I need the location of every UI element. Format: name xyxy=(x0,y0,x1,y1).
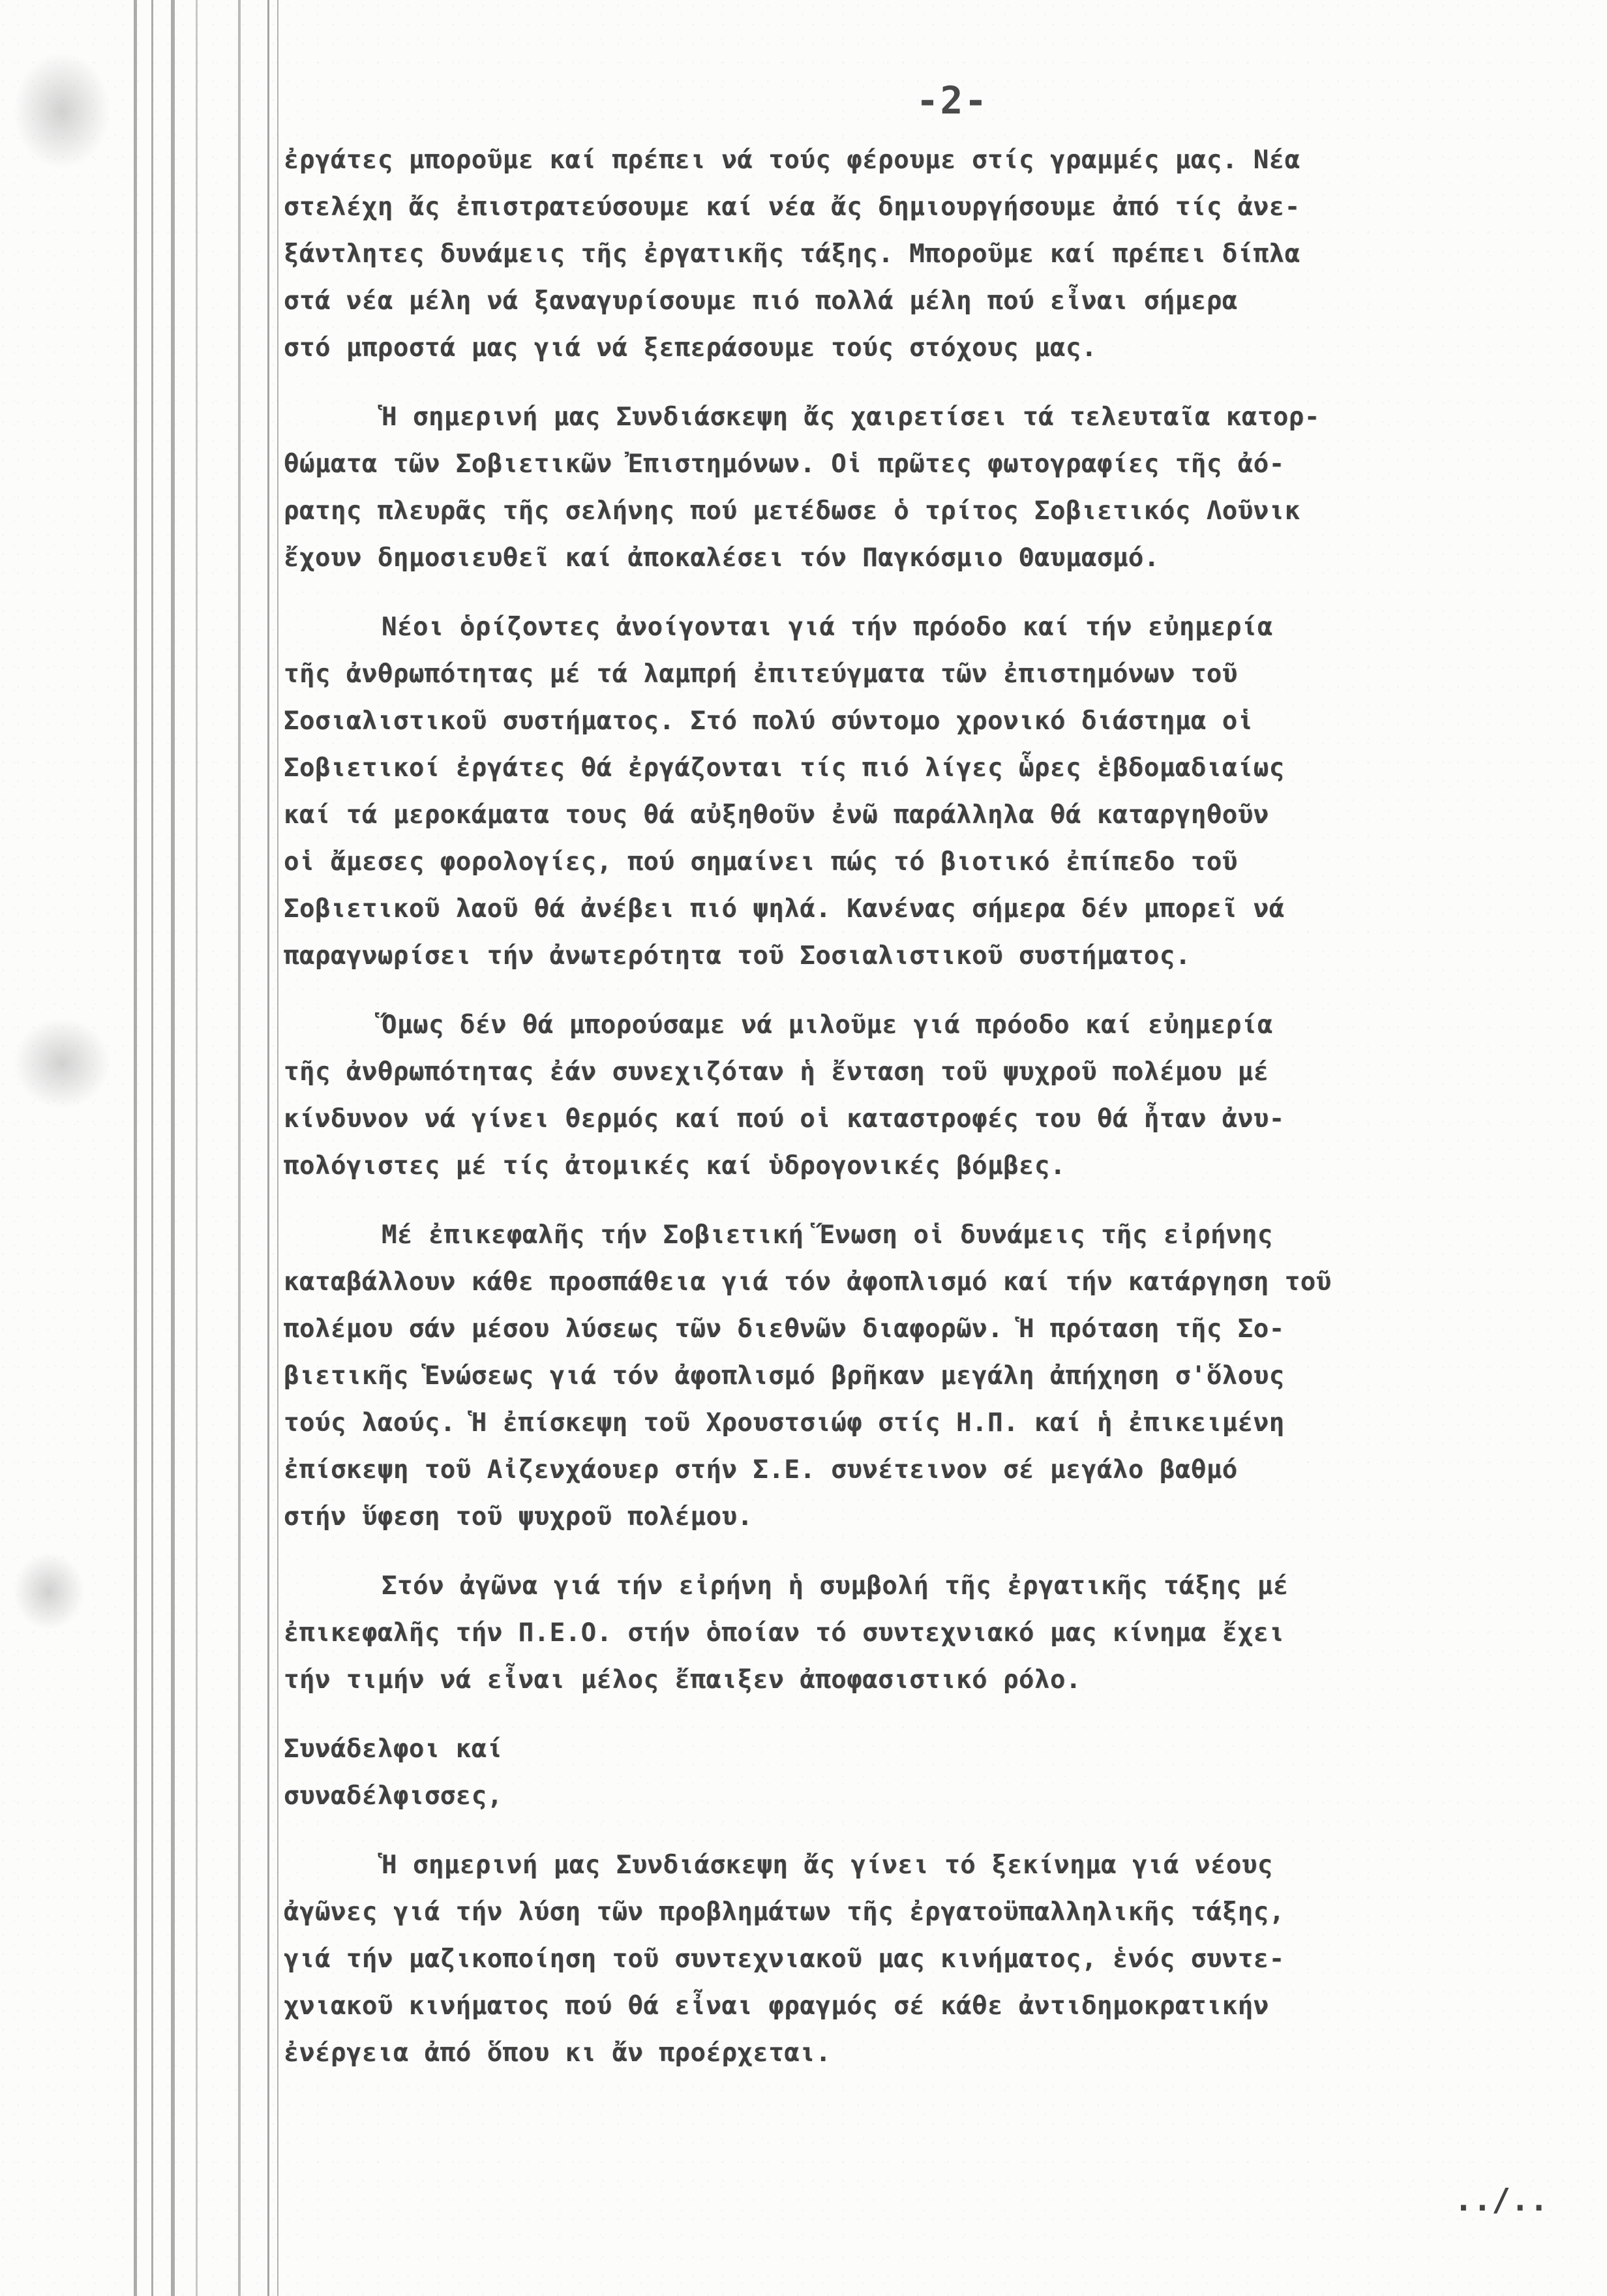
text-line: στό μπροστά μας γιά νά ξεπεράσουμε τούς στόχους μας. xyxy=(284,333,1097,363)
paragraph-5 xyxy=(284,1212,1588,1541)
text-line: Ἡ σημερινή μας Συνδιάσκεψη ἄς γίνει τό ξεκίνημα γιά νέους xyxy=(382,1850,1273,1880)
scan-smudge xyxy=(13,1018,111,1109)
paragraph-3 xyxy=(284,604,1588,980)
binding-rule xyxy=(196,0,198,2296)
text-line: γιά τήν μαζικοποίηση τοῦ συντεχνιακοῦ μας κινήματος, ἑνός συντε- xyxy=(284,1944,1285,1974)
text-line: τῆς ἀνθρωπότητας μέ τά λαμπρή ἐπιτεύγματα τῶν ἐπιστημόνων τοῦ xyxy=(284,659,1238,689)
binding-rule xyxy=(238,0,241,2296)
text-line: τῆς ἀνθρωπότητας ἐάν συνεχιζόταν ἡ ἔνταση τοῦ ψυχροῦ πολέμου μέ xyxy=(284,1057,1269,1087)
text-line: ἐπικεφαλῆς τήν Π.Ε.Ο. στήν ὁποίαν τό συντεχνιακό μας κίνημα ἔχει xyxy=(284,1618,1285,1648)
text-line: Σοβιετικοῦ λαοῦ θά ἀνέβει πιό ψηλά. Κανένας σήμερα δέν μπορεῖ νά xyxy=(284,894,1285,924)
paragraph-2 xyxy=(284,394,1588,582)
closing-paragraph xyxy=(284,1842,1588,2077)
scan-smudge xyxy=(13,1552,85,1631)
text-line: Ἡ σημερινή μας Συνδιάσκεψη ἄς χαιρετίσει τά τελευταῖα κατορ- xyxy=(382,402,1320,432)
text-line: κίνδυνον νά γίνει θερμός καί πού οἱ καταστροφές του θά ἦταν ἀνυ- xyxy=(284,1104,1285,1134)
text-line: πολέμου σάν μέσου λύσεως τῶν διεθνῶν διαφορῶν. Ἡ πρόταση τῆς Σο- xyxy=(284,1314,1285,1344)
text-line: καταβάλλουν κάθε προσπάθεια γιά τόν ἀφοπλισμό καί τήν κατάργηση τοῦ xyxy=(284,1267,1332,1297)
text-line: ἀγῶνες γιά τήν λύση τῶν προβλημάτων τῆς ἐργατοϋπαλληλικῆς τάξης, xyxy=(284,1897,1285,1927)
text-line: ρατης πλευρᾶς τῆς σελήνης πού μετέδωσε ὁ τρίτος Σοβιετικός Λοῦνικ xyxy=(284,496,1300,526)
text-line: βιετικῆς Ἑνώσεως γιά τόν ἀφοπλισμό βρῆκαν μεγάλη ἀπήχηση σ'ὅλους xyxy=(284,1361,1285,1391)
binding-rule xyxy=(171,0,175,2296)
text-line: χνιακοῦ κινήματος πού θά εἶναι φραγμός σέ κάθε ἀντιδημοκρατικήν xyxy=(284,1991,1269,2021)
binding-rule xyxy=(151,0,153,2296)
text-line: Μέ ἐπικεφαλῆς τήν Σοβιετική Ἕνωση οἱ δυνάμεις τῆς εἰρήνης xyxy=(382,1220,1273,1250)
salutation xyxy=(284,1726,1588,1820)
text-line: ἐργάτες μποροῦμε καί πρέπει νά τούς φέρουμε στίς γραμμές μας. Νέα xyxy=(284,145,1300,175)
text-line: στελέχη ἄς ἐπιστρατεύσουμε καί νέα ἄς δημιουργήσουμε ἀπό τίς ἀνε- xyxy=(284,192,1300,222)
document-body xyxy=(284,137,1588,2099)
text-line: Ὅμως δέν θά μπορούσαμε νά μιλοῦμε γιά πρόοδο καί εὐημερία xyxy=(382,1010,1273,1040)
continuation-mark: ../.. xyxy=(1454,2182,1548,2218)
paragraph-1 xyxy=(284,137,1588,372)
text-line: πολόγιστες μέ τίς ἀτομικές καί ὑδρογονικές βόμβες. xyxy=(284,1151,1066,1181)
text-line: Σοβιετικοί ἐργάτες θά ἐργάζονται τίς πιό λίγες ὧρες ἑβδομαδιαίως xyxy=(284,753,1285,783)
text-line: ἐπίσκεψη τοῦ Αἰζενχάουερ στήν Σ.Ε. συνέτεινον σέ μεγάλο βαθμό xyxy=(284,1455,1238,1485)
text-line: θώματα τῶν Σοβιετικῶν Ἐπιστημόνων. Οἱ πρῶτες φωτογραφίες τῆς ἀό- xyxy=(284,449,1285,479)
text-line: καί τά μεροκάματα τους θά αὐξηθοῦν ἐνῶ παράλληλα θά καταργηθοῦν xyxy=(284,800,1269,830)
text-line: στήν ὕφεση τοῦ ψυχροῦ πολέμου. xyxy=(284,1502,753,1532)
paragraph-4 xyxy=(284,1002,1588,1190)
text-line: Στόν ἀγῶνα γιά τήν εἰρήνη ἡ συμβολή τῆς ἐργατικῆς τάξης μέ xyxy=(382,1571,1289,1601)
text-line: Σοσιαλιστικοῦ συστήματος. Στό πολύ σύντομο χρονικό διάστημα οἱ xyxy=(284,706,1254,736)
salutation-line: συναδέλφισσες, xyxy=(284,1781,503,1811)
text-line: τήν τιμήν νά εἶναι μέλος ἔπαιξεν ἀποφασιστικό ρόλο. xyxy=(284,1665,1081,1695)
binding-rule xyxy=(134,0,137,2296)
text-line: παραγνωρίσει τήν ἀνωτερότητα τοῦ Σοσιαλιστικοῦ συστήματος. xyxy=(284,941,1191,971)
scan-smudge xyxy=(13,52,111,170)
text-line: τούς λαούς. Ἡ ἐπίσκεψη τοῦ Χρουστσιώφ στίς Η.Π. καί ἡ ἐπικειμένη xyxy=(284,1408,1285,1438)
text-line: Νέοι ὁρίζοντες ἀνοίγονται γιά τήν πρόοδο καί τήν εὐημερία xyxy=(382,612,1273,642)
page-number: -2- xyxy=(916,78,989,123)
binding-rule xyxy=(277,0,278,2296)
text-line: οἱ ἄμεσες φορολογίες, πού σημαίνει πώς τό βιοτικό ἐπίπεδο τοῦ xyxy=(284,847,1238,877)
binding-rule xyxy=(267,0,269,2296)
text-line: ξάντλητες δυνάμεις τῆς ἐργατικῆς τάξης. Μποροῦμε καί πρέπει δίπλα xyxy=(284,239,1300,269)
text-line: ἔχουν δημοσιευθεῖ καί ἀποκαλέσει τόν Παγκόσμιο Θαυμασμό. xyxy=(284,543,1160,573)
paragraph-6 xyxy=(284,1563,1588,1704)
text-line: ἐνέργεια ἀπό ὅπου κι ἄν προέρχεται. xyxy=(284,2038,832,2068)
salutation-line: Συνάδελφοι καί xyxy=(284,1734,503,1764)
text-line: στά νέα μέλη νά ξαναγυρίσουμε πιό πολλά μέλη πού εἶναι σήμερα xyxy=(284,286,1238,316)
